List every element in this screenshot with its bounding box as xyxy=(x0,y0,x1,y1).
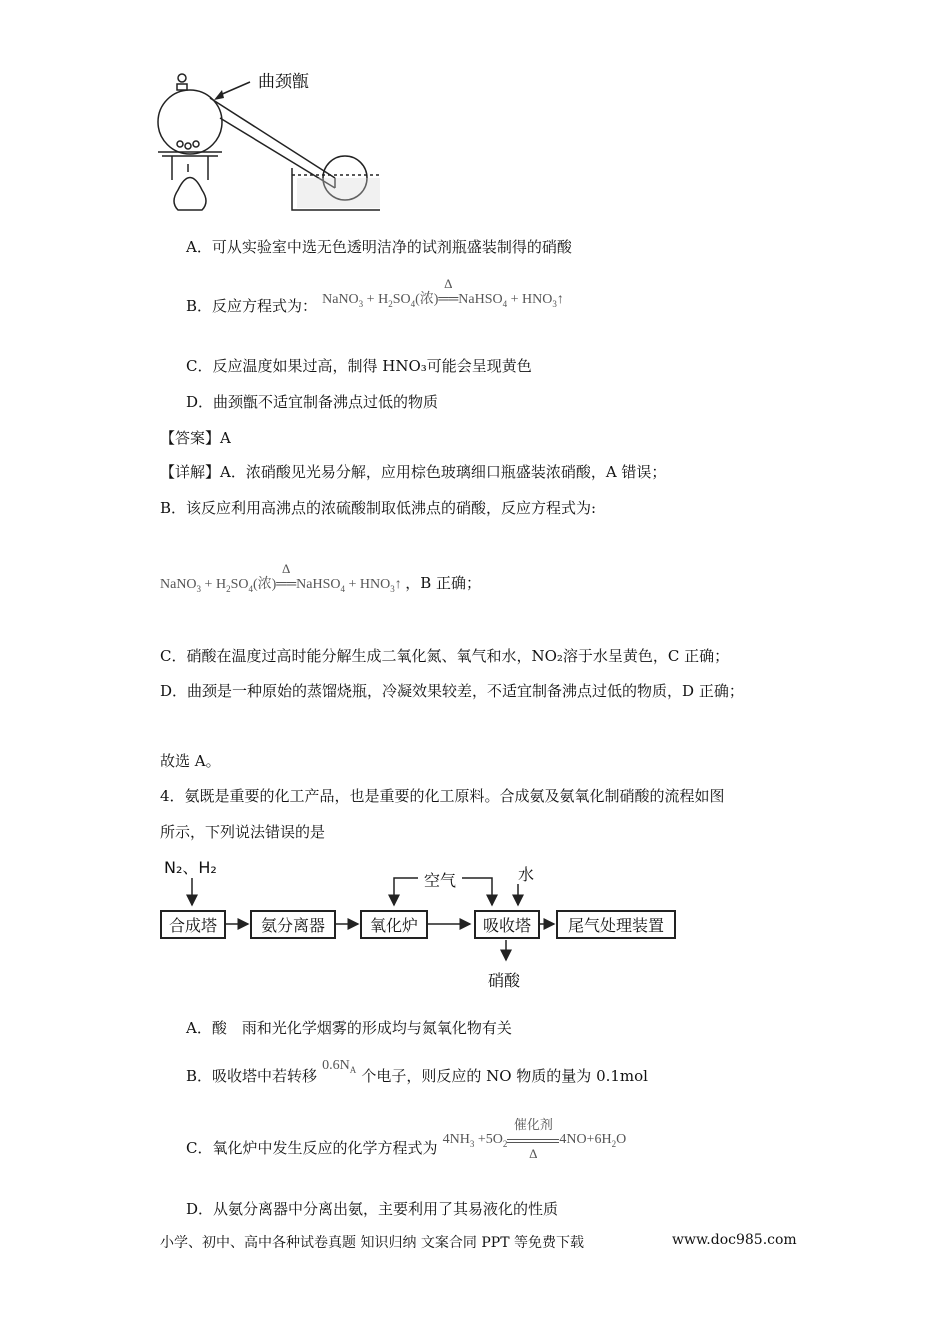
q3-detail-a: 【详解】A．浓硝酸见光易分解，应用棕色玻璃细口瓶盛装浓硝酸，A 错误； xyxy=(160,463,667,481)
q3-option-d: D．曲颈甑不适宜制备沸点过低的物质 xyxy=(186,393,439,411)
q3-option-b-equation: NaNO$_3$ + $H_2SO_4$(浓) Δ ══NaHSO$_4$ + $HNO_3↑$ xyxy=(322,276,564,309)
flow-output-label: 硝酸 xyxy=(488,971,521,990)
q3-option-c: C．反应温度如果过高，制得 HNO₃可能会呈现黄色 xyxy=(186,357,532,375)
q4-stem-line2: 所示，下列说法错误的是 xyxy=(160,823,326,841)
retort-label: 曲颈甑 xyxy=(258,72,309,92)
q3-detail-b: B．该反应利用高沸点的浓硫酸制取低沸点的硝酸，反应方程式为: xyxy=(160,499,597,517)
q4-option-b-value: $0.6N_A$ xyxy=(322,1058,357,1075)
flow-input-label: N₂、H₂ xyxy=(164,858,217,877)
footer-url[interactable]: www.doc985.com xyxy=(672,1232,797,1248)
q4-option-b: B．吸收塔中若转移 $0.6N_A$ 个电子，则反应的 NO 物质的量为 0.1mol xyxy=(186,1058,648,1085)
flow-box-absorption-tower: 吸收塔 xyxy=(474,910,540,939)
flow-box-ammonia-separator: 氨分离器 xyxy=(250,910,336,939)
q4-option-a: A．酸 雨和光化学烟雾的形成均与氮氧化物有关 xyxy=(186,1019,512,1037)
q4-stem-line1: 4．氨既是重要的化工产品，也是重要的化工原料。合成氨及氨氧化制硝酸的流程如图 xyxy=(160,787,725,805)
q3-detail-equation: NaNO$_3$ + $H_2SO_4$(浓) Δ ══NaHSO$_4$ + $HNO_3↑$ xyxy=(160,561,402,594)
q3-option-a: A．可从实验室中选无色透明洁净的试剂瓶盛装制得的硝酸 xyxy=(186,238,572,256)
q4-option-d: D．从氨分离器中分离出氨，主要利用了其易液化的性质 xyxy=(186,1200,559,1218)
q3-conclusion: 故选 A。 xyxy=(160,752,221,770)
q3-option-b-prefix: B．反应方程式为： xyxy=(186,297,318,315)
flow-box-oxidation-furnace: 氧化炉 xyxy=(360,910,428,939)
q3-detail-b-suffix: ，B 正确； xyxy=(405,574,482,592)
flow-water-label: 水 xyxy=(518,865,535,884)
q4-option-c-equation: $4NH_3 +5O_2$ 催化剂 Δ $4NO+6H_2O$ xyxy=(442,1117,627,1161)
flow-box-synthesis-tower: 合成塔 xyxy=(160,910,226,939)
q3-detail-d: D．曲颈是一种原始的蒸馏烧瓶，冷凝效果较差，不适宜制备沸点过低的物质，D 正确； xyxy=(160,682,744,700)
flow-air-label: 空气 xyxy=(424,871,457,890)
footer-text: 小学、初中、高中各种试卷真题 知识归纳 文案合同 PPT 等免费下载 xyxy=(160,1235,584,1251)
q3-option-b xyxy=(186,276,564,317)
flow-box-tail-gas-treatment: 尾气处理装置 xyxy=(556,910,676,939)
q3-answer: 【答案】A xyxy=(160,429,231,447)
q3-detail-c: C．硝酸在温度过高时能分解生成二氧化氮、氧气和水，NO₂溶于水呈黄色，C 正确； xyxy=(160,647,730,665)
q3-detail-b-equation-line xyxy=(160,561,482,594)
q4-option-c: C．氧化炉中发生反应的化学方程式为 $4NH_3 +5O_2$ 催化剂 Δ $4NO+6H_2O$ xyxy=(186,1117,627,1161)
